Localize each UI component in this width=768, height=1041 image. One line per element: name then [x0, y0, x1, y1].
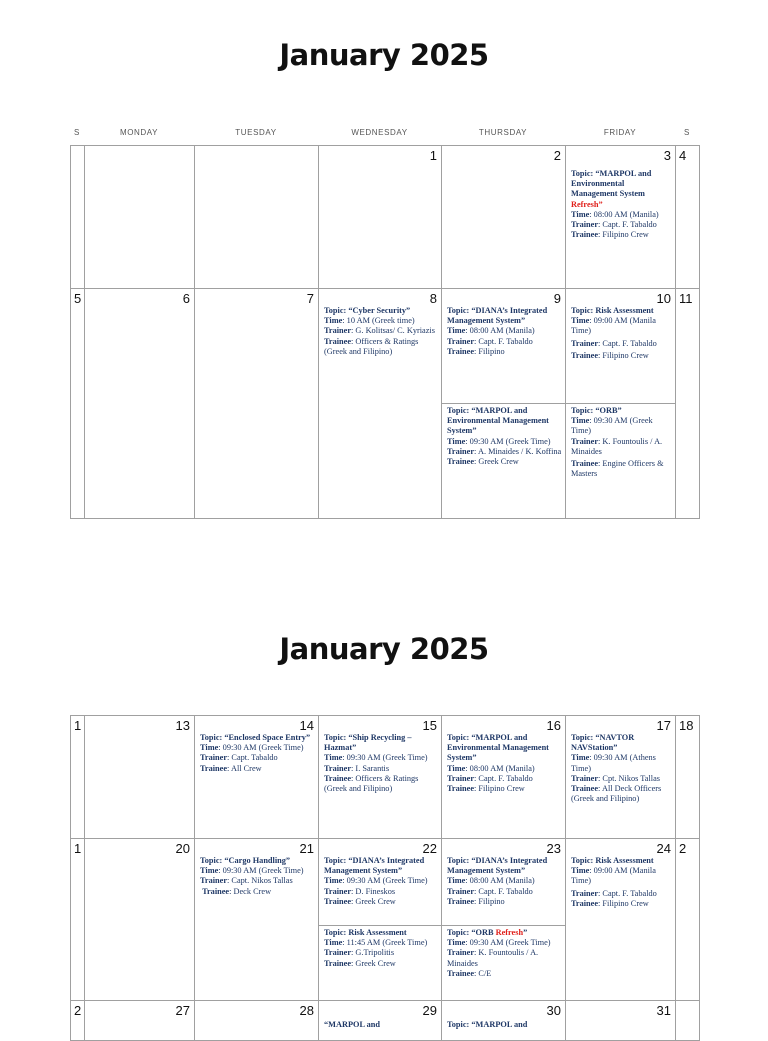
label: Time [447, 326, 466, 336]
day-number: 27 [175, 1003, 190, 1018]
event-trainee: : Filipino [474, 896, 505, 906]
day-number: 9 [553, 291, 561, 306]
training-event[interactable] [442, 306, 565, 403]
event-time: : 09:30 AM (Greek Time) [342, 876, 428, 886]
day-cell[interactable] [195, 1001, 319, 1041]
event-trainer: : Capt. F. Tabaldo [474, 886, 533, 896]
label: Time [324, 753, 343, 763]
event-time: : 11:45 AM (Greek Time) [342, 938, 428, 948]
label: Topic [447, 856, 467, 865]
day-number: 18 [679, 718, 694, 733]
event-trainer: : Capt. F. Tabaldo [598, 338, 657, 348]
event-topic: : “NAVTOR NAVStation” [571, 733, 635, 753]
day-cell[interactable] [319, 1001, 442, 1041]
label: Trainer [324, 886, 352, 896]
label: Trainer [447, 773, 475, 783]
event-trainee: : Filipino Crew [598, 350, 649, 360]
event-time: : 08:00 AM (Manila) [465, 763, 535, 773]
label: Trainer [200, 876, 228, 886]
event-time: : 09:00 AM (Manila Time) [571, 866, 656, 886]
day-cell[interactable] [676, 146, 700, 289]
label: Time [324, 876, 343, 886]
label: Time [571, 866, 590, 876]
label: Time [324, 938, 343, 948]
event-trainee: : Filipino Crew [598, 230, 649, 240]
day-cell[interactable] [85, 839, 195, 1001]
event-topic: : “Cyber Security” [343, 306, 411, 315]
event-topic: : “Cargo Handling” [219, 856, 291, 865]
day-number: 28 [299, 1003, 314, 1018]
day-cell[interactable] [195, 289, 319, 519]
label: Trainee [571, 784, 599, 794]
training-event[interactable] [195, 733, 318, 777]
event-time: : 09:30 AM (Greek Time) [218, 743, 304, 753]
event-topic: : “MARPOL and Environmental Management System” [447, 406, 549, 436]
day-number: 21 [299, 841, 314, 856]
event-trainer: : A. Minaides / K. Koffina [474, 446, 562, 456]
label: Trainer [324, 326, 352, 336]
weekday-header-saturday: S [684, 128, 690, 137]
event-time: : 09:30 AM (Athens Time) [571, 753, 656, 773]
day-cell-empty [676, 1001, 700, 1041]
day-number: 14 [299, 718, 314, 733]
event-topic-end: ” [523, 928, 528, 937]
day-cell[interactable] [71, 289, 85, 519]
day-number: 3 [663, 148, 671, 163]
day-cell[interactable] [442, 289, 566, 519]
label: Topic [324, 733, 344, 742]
label: Trainee [447, 896, 475, 906]
day-number: 5 [74, 291, 82, 306]
training-event[interactable] [566, 306, 675, 403]
label: Trainee [571, 898, 599, 908]
label: Topic [447, 733, 467, 742]
day-number: 22 [422, 841, 437, 856]
weekday-header-wednesday: WEDNESDAY [351, 128, 408, 137]
day-cell[interactable] [195, 716, 319, 839]
event-topic: : “ORB” [590, 406, 622, 415]
label: Trainee [200, 763, 228, 773]
event-trainee: : All Deck Officers (Greek and Filipino) [571, 784, 662, 804]
label: Time [324, 316, 343, 326]
label: Time [447, 436, 466, 446]
label: Topic [324, 928, 344, 937]
day-cell[interactable] [566, 289, 676, 519]
event-trainee: : Officers & Ratings (Greek and Filipino) [324, 773, 419, 794]
event-trainer: : G. Kolitsas/ C. Kyriazis [351, 326, 435, 336]
day-cell[interactable] [676, 839, 700, 1001]
refresh-tag: Refresh [495, 928, 524, 937]
day-number: 10 [656, 291, 671, 306]
event-trainer: : Capt. F. Tabaldo [474, 773, 533, 783]
label: Trainer [571, 888, 599, 898]
day-cell[interactable] [319, 716, 442, 839]
page-title: January 2025 [279, 632, 489, 666]
day-number: 1 [74, 841, 82, 856]
weekday-header-sunday: S [74, 128, 80, 137]
training-event[interactable] [442, 856, 565, 925]
label: Trainer [447, 886, 475, 896]
training-event[interactable] [319, 306, 441, 360]
day-number: 16 [546, 718, 561, 733]
event-topic: : “Ship Recycling – Hazmat” [324, 733, 412, 753]
event-topic: : “DIANA’s Integrated Management System” [324, 856, 425, 876]
day-cell[interactable] [676, 289, 700, 519]
weekday-header-tuesday: TUESDAY [235, 128, 277, 137]
day-cell[interactable] [566, 146, 676, 289]
label: Trainee [447, 346, 475, 356]
day-cell[interactable] [442, 146, 566, 289]
training-event[interactable] [319, 1018, 441, 1033]
event-topic: : “DIANA’s Integrated Management System” [447, 306, 548, 326]
day-cell-empty [195, 146, 319, 289]
day-number: 2 [74, 1003, 82, 1018]
event-trainer: : Cpt. Nikos Tallas [598, 773, 661, 783]
training-event[interactable] [319, 733, 441, 797]
calendar-grid-week-1-2 [70, 145, 700, 519]
training-event[interactable] [566, 856, 675, 912]
event-topic: : Risk Assessment [590, 856, 654, 865]
label: Topic [447, 928, 467, 937]
event-trainee: : Greek Crew [351, 958, 396, 968]
event-trainee: : Filipino Crew [474, 784, 525, 794]
day-number: 11 [679, 291, 693, 306]
event-trainee: : Greek Crew [474, 457, 519, 467]
day-number: 29 [422, 1003, 437, 1018]
label: Trainee [447, 784, 475, 794]
event-trainee: : Filipino [474, 346, 505, 356]
day-number: 1 [74, 718, 82, 733]
day-number: 2 [679, 841, 687, 856]
day-number: 30 [546, 1003, 561, 1018]
label: Topic [571, 856, 591, 865]
weekday-header-friday: FRIDAY [603, 128, 637, 137]
label: Trainee [571, 350, 599, 360]
day-number: 15 [422, 718, 437, 733]
day-number: 20 [175, 841, 190, 856]
weekday-header-thursday: THURSDAY [478, 128, 528, 137]
label: Trainer [447, 336, 475, 346]
event-topic: : “MARPOL and Environmental Management System [571, 169, 652, 199]
event-time: : 08:00 AM (Manila) [465, 876, 535, 886]
label: Time [571, 316, 590, 326]
event-time: : 08:00 AM (Manila) [589, 209, 659, 219]
event-time: : 09:30 AM (Greek Time) [218, 866, 304, 876]
day-cell[interactable] [85, 289, 195, 519]
training-event[interactable] [442, 733, 565, 797]
training-event[interactable] [566, 403, 675, 482]
event-trainer: : Capt. Nikos Tallas [227, 876, 293, 886]
event-time: : 09:00 AM (Manila Time) [571, 316, 656, 336]
event-trainee: : C/E [474, 968, 492, 978]
day-cell[interactable] [71, 716, 85, 839]
event-trainee: : Officers & Ratings (Greek and Filipino) [324, 336, 419, 356]
event-trainee: : Greek Crew [351, 896, 396, 906]
day-cell[interactable] [566, 1001, 676, 1041]
label: Trainer [571, 436, 599, 446]
label: Trainee [324, 773, 352, 783]
event-trainer: : Capt. F. Tabaldo [598, 220, 657, 230]
label: Time [571, 416, 590, 426]
event-topic: : “DIANA’s Integrated Management System” [447, 856, 548, 876]
label: Trainer [571, 773, 599, 783]
day-cell-empty [85, 146, 195, 289]
label: Trainer [571, 338, 599, 348]
day-cell[interactable] [319, 146, 442, 289]
event-trainee: : Engine Officers & Masters [571, 459, 664, 479]
label: Time [447, 876, 466, 886]
day-number: 31 [656, 1003, 671, 1018]
day-cell[interactable] [195, 839, 319, 1001]
day-number: 6 [182, 291, 190, 306]
event-topic: “MARPOL and [324, 1020, 381, 1029]
event-trainer: : I. Sarantis [351, 763, 390, 773]
event-topic: : “MARPOL and Environmental Management System” [447, 733, 549, 763]
label: Time [447, 938, 466, 948]
label: Time [571, 209, 590, 219]
day-number: 8 [429, 291, 437, 306]
event-topic: : Risk Assessment [590, 306, 654, 315]
label: Topic [324, 856, 344, 865]
event-trainee: : Filipino Crew [598, 898, 649, 908]
day-cell[interactable] [442, 716, 566, 839]
event-trainer: : D. Fineskos [351, 886, 396, 896]
label: Trainee [571, 459, 599, 469]
label: Trainee [324, 336, 352, 346]
event-trainer: : Capt. Tabaldo [227, 753, 278, 763]
event-time: : 09:30 AM (Greek Time) [465, 436, 551, 446]
day-number: 2 [553, 148, 561, 163]
label: Topic [571, 169, 591, 178]
event-time: : 08:00 AM (Manila) [465, 326, 535, 336]
event-time: : 10 AM (Greek time) [342, 316, 415, 326]
calendar-grid-week-3-5 [70, 715, 700, 1041]
event-time: : 09:30 AM (Greek Time) [465, 938, 551, 948]
event-trainer: : G.Tripolitis [351, 948, 395, 958]
day-cell[interactable] [566, 716, 676, 839]
label: Time [447, 763, 466, 773]
day-cell[interactable] [319, 289, 442, 519]
label: Trainer [324, 948, 352, 958]
day-cell-empty [71, 146, 85, 289]
day-cell[interactable] [442, 839, 566, 1001]
day-cell[interactable] [85, 1001, 195, 1041]
day-cell[interactable] [319, 839, 442, 1001]
label: Trainer [324, 763, 352, 773]
event-topic: Topic: “MARPOL and [447, 1020, 528, 1029]
label: Topic [324, 306, 344, 315]
event-trainer: : Capt. F. Tabaldo [474, 336, 533, 346]
label: Trainer [200, 753, 228, 763]
event-trainer: : K. Fountoulis / A. Minaides [571, 436, 663, 456]
training-event[interactable] [566, 163, 675, 243]
day-number: 1 [429, 148, 437, 163]
event-trainer: : Capt. F. Tabaldo [598, 888, 657, 898]
label: Trainee [447, 968, 475, 978]
day-cell[interactable] [71, 1001, 85, 1041]
event-time: : 09:30 AM (Greek Time) [571, 416, 653, 436]
day-cell[interactable] [566, 839, 676, 1001]
training-event[interactable] [566, 733, 675, 807]
label: Trainee [447, 457, 475, 467]
label: Trainee [202, 886, 230, 896]
label: Trainee [324, 896, 352, 906]
label: Time [200, 743, 219, 753]
event-topic: : “ORB [466, 928, 494, 937]
event-trainee: : Deck Crew [229, 886, 272, 896]
label: Trainee [571, 230, 599, 240]
training-event[interactable] [442, 403, 565, 470]
label: Trainee [324, 958, 352, 968]
event-trainee: : All Crew [227, 763, 262, 773]
event-trainer: : K. Fountoulis / A. Minaides [447, 948, 539, 968]
label: Topic [200, 856, 220, 865]
day-cell[interactable] [85, 716, 195, 839]
day-number: 23 [546, 841, 561, 856]
label: Topic [447, 406, 467, 415]
day-number: 7 [306, 291, 314, 306]
label: Topic [571, 406, 591, 415]
page-title: January 2025 [279, 38, 489, 72]
event-topic: : “Enclosed Space Entry” [219, 733, 311, 742]
training-event[interactable] [442, 1018, 565, 1033]
refresh-tag: Refresh” [571, 199, 603, 209]
event-time: : 09:30 AM (Greek Time) [342, 753, 428, 763]
day-number: 17 [656, 718, 671, 733]
event-topic: : Risk Assessment [343, 928, 407, 937]
label: Trainer [571, 220, 599, 230]
label: Time [200, 866, 219, 876]
training-event[interactable] [319, 856, 441, 925]
label: Topic [571, 306, 591, 315]
day-number: 13 [175, 718, 190, 733]
training-event[interactable] [195, 856, 318, 900]
day-cell[interactable] [71, 839, 85, 1001]
label: Topic [447, 306, 467, 315]
training-event[interactable] [319, 925, 441, 972]
training-event[interactable] [442, 925, 565, 982]
day-number: 24 [656, 841, 671, 856]
day-cell[interactable] [676, 716, 700, 839]
label: Topic [200, 733, 220, 742]
label: Time [571, 753, 590, 763]
weekday-header-monday: MONDAY [119, 128, 159, 137]
day-number: 4 [679, 148, 687, 163]
label: Topic [571, 733, 591, 742]
label: Trainer [447, 446, 475, 456]
day-cell[interactable] [442, 1001, 566, 1041]
label: Trainer [447, 948, 475, 958]
